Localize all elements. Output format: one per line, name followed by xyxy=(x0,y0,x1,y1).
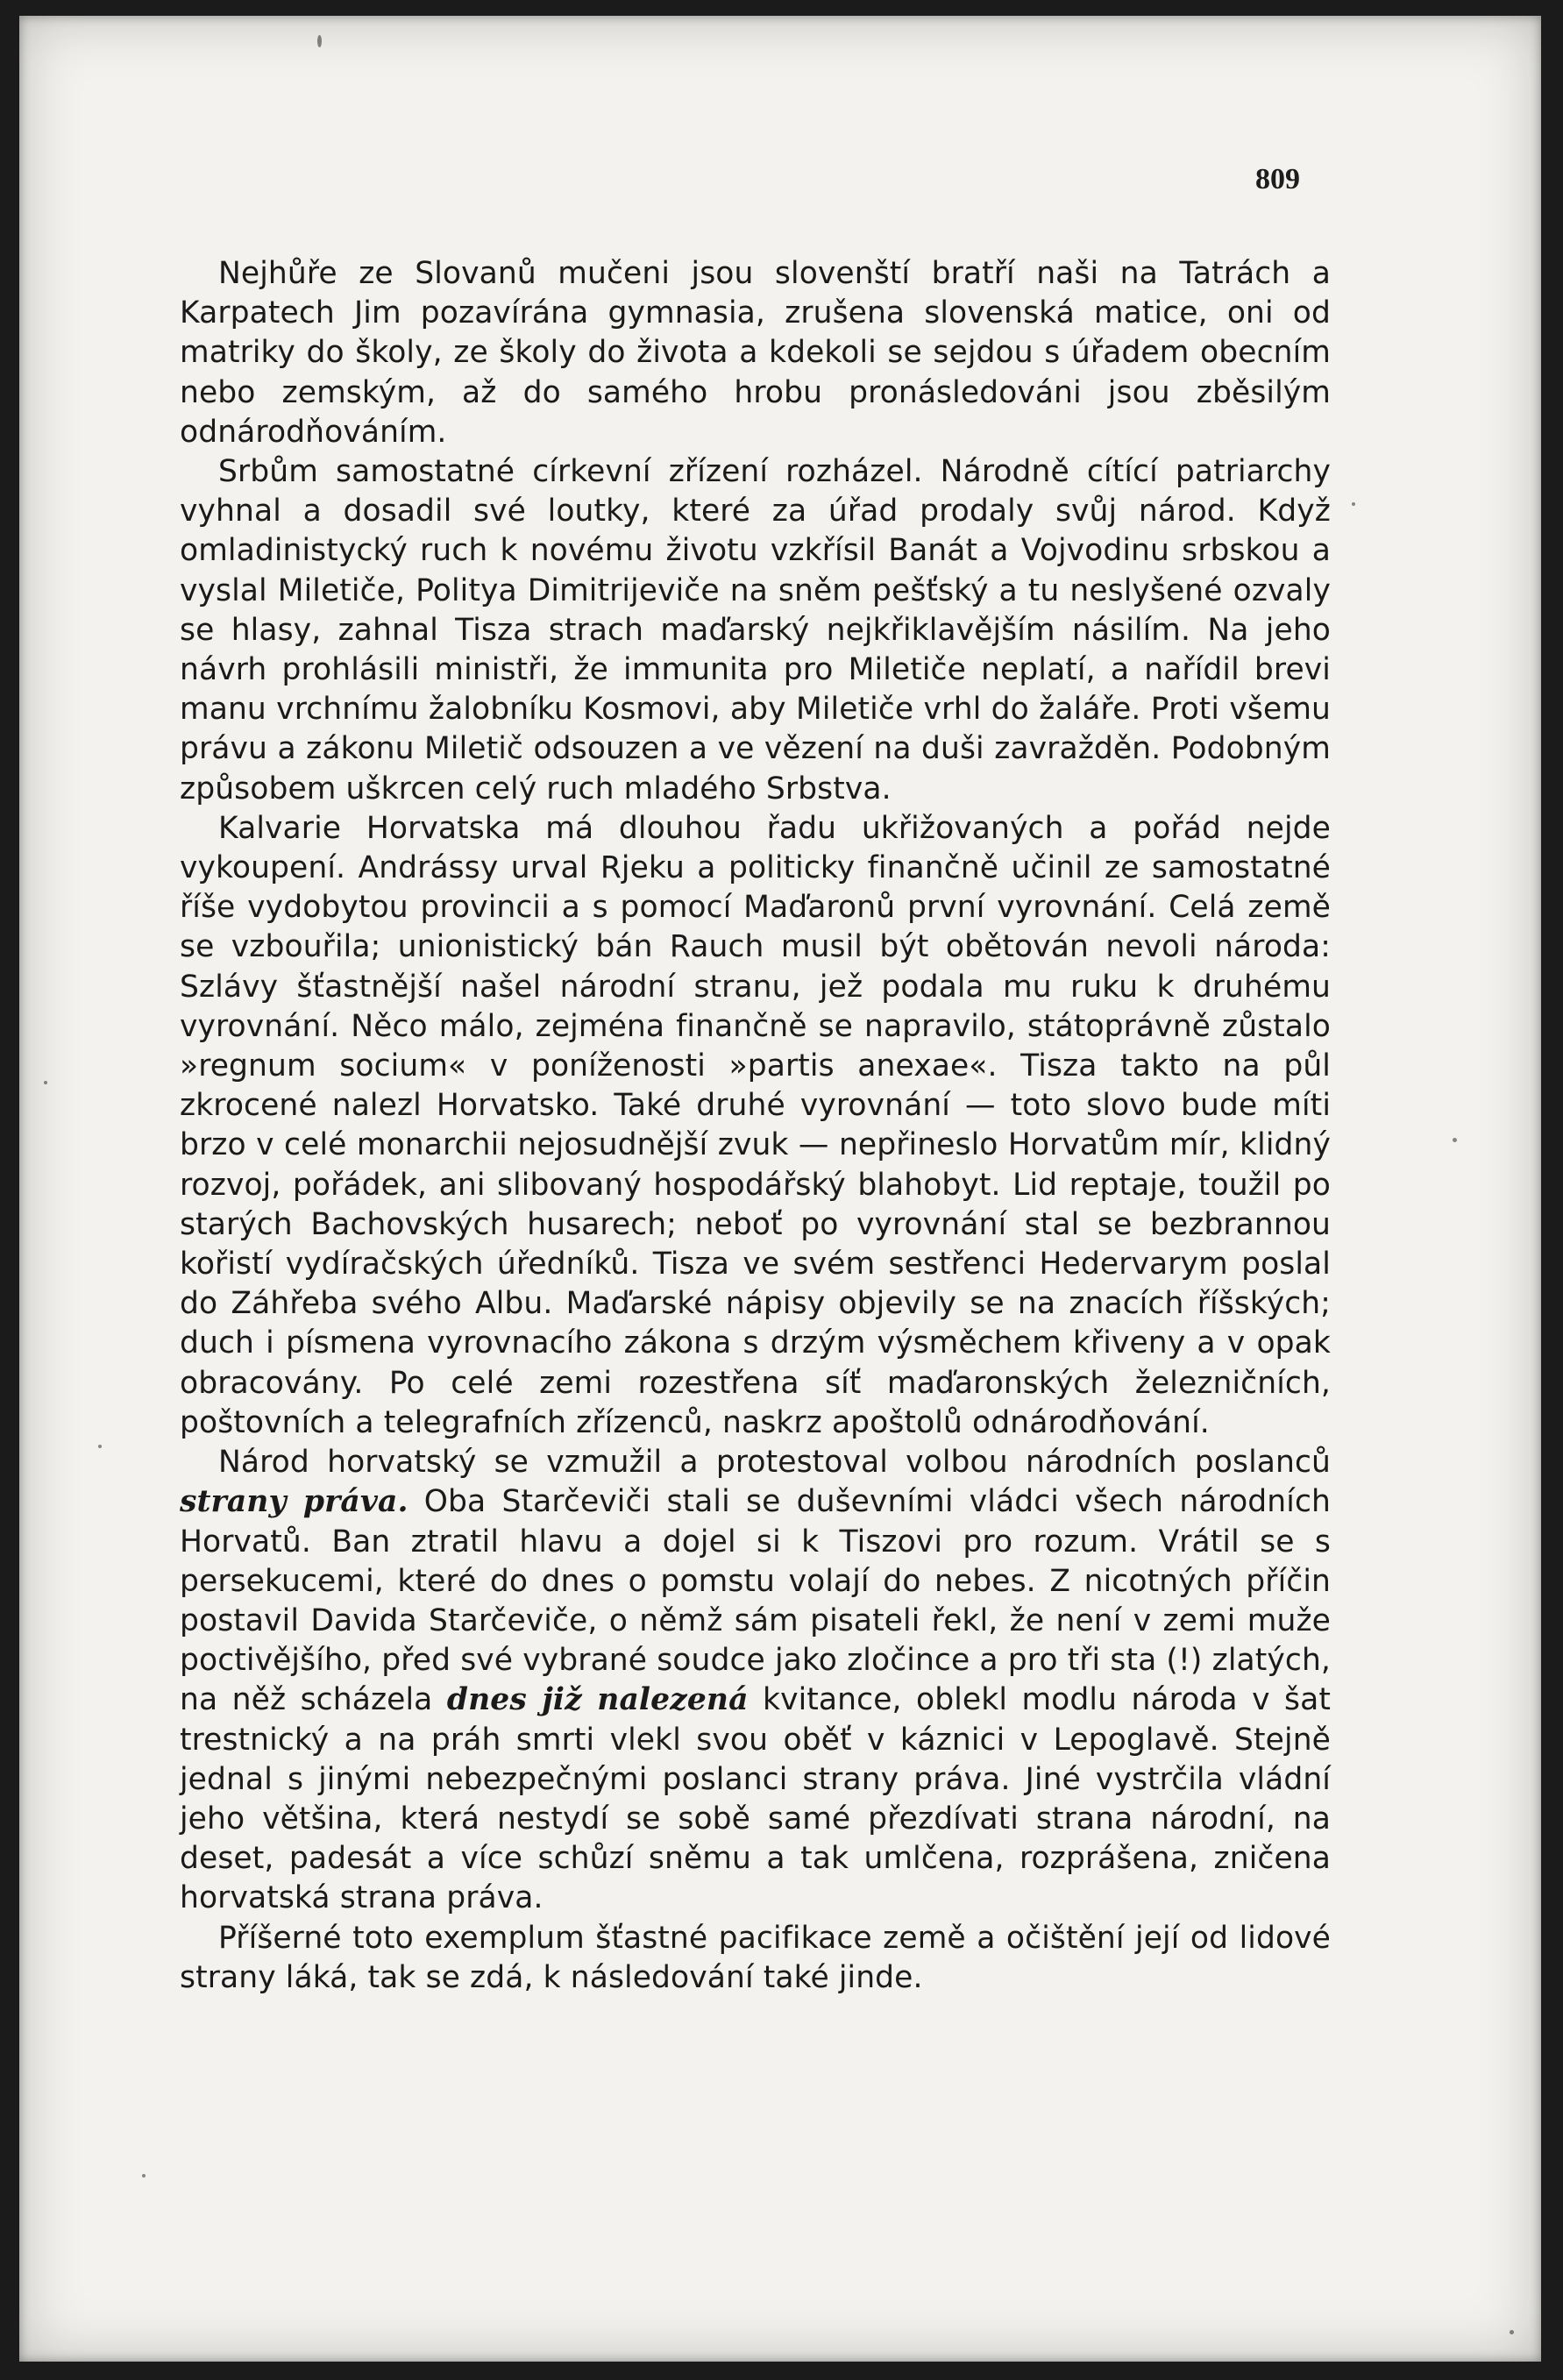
emphasis-party-name: strany práva. xyxy=(180,1484,409,1520)
page-number: 809 xyxy=(1255,163,1300,195)
paragraph-text: Národ horvatský se vzmužil a protestoval volbou národních poslanců xyxy=(218,1445,1331,1481)
print-speck xyxy=(1352,502,1355,506)
emphasis-found: dnes již nalezená xyxy=(446,1682,749,1718)
paragraph-slovaks xyxy=(180,254,1331,452)
print-speck xyxy=(1510,2330,1514,2334)
book-page xyxy=(19,16,1541,2362)
paragraph-text: Oba Starčeviči stali se duševními vládci všech národních Horvatů. Ban ztratil hlavu a dojel si k Tiszovi pro rozum. Vrátil se s persekucemi, které do dnes o pomstu volají do nebes. Z nicotných příčin postavil Davida Starčeviče, o němž sám pisateli řekl, že není v zemi muže poctivějšího, před své vybrané soudce jako zločince a pro tři sta (!) zlatých, na něž scházela xyxy=(180,1484,1331,1718)
paragraph-croatia xyxy=(180,809,1331,1443)
print-speck xyxy=(44,1081,47,1084)
paragraph-croatian-nation xyxy=(180,1443,1331,1918)
print-speck xyxy=(98,1445,102,1448)
paragraph-text: Kalvarie Horvatska má dlouhou řadu ukřižovaných a pořád nejde vykoupení. Andrássy urval Rjeku a politicky finančně učinil ze samostatné říše vydobytou provincii a s pomocí Maďaronů první vyrovnání. Celá země se vzbouřila; unionistický bán Rauch musil být obětován nevoli národa: Szlávy šťastnější našel národní stranu, jež podala mu ruku k druhému vyrovnání. Něco málo, zejména finančně se napravilo, státoprávně zůstalo »regnum socium« v poníženosti »partis anexae«. Tisza takto na půl zkrocené nalezl Horvatsko. Také druhé vyrovnání — toto slovo bude míti brzo v celé monarchii nejosudnější zvuk — nepřineslo Horvatům mír, klidný rozvoj, pořádek, ani slibovaný hospodářský blahobyt. Lid reptaje, toužil po starých Bachovských husarech; neboť po vyrovnání stal se bezbrannou kořistí vydíračských úředníků. Tisza ve svém sestřenci Hedervarym poslal do Záhřeba svého Albu. Maďarské nápisy objevily se na znacích říšských; duch i písmena vyrovnacího zákona s drzým výsměchem křiveny a v opak obracovány. Po celé zemi rozestřena síť maďaronských železničních, poštovních a telegrafních zřízenců, naskrz apoštolů odnárodňování. xyxy=(180,810,1331,1440)
print-speck xyxy=(142,2174,146,2178)
paragraph-text: Srbům samostatné církevní zřízení rozházel. Národně cítící patriarchy vyhnal a dosadil své loutky, které za úřad prodaly svůj národ. Když omladinistycký ruch k novému životu vzkřísil Banát a Vojvodinu srbskou a vyslal Miletiče, Politya Dimitrijeviče na sněm pešťský a tu neslyšené ozvaly se hlasy, zahnal Tisza strach maďarský nejkřiklavějším násilím. Na jeho návrh prohlásili ministři, že immunita pro Miletiče neplatí, a nařídil brevi manu vrchnímu žalobníku Kosmovi, aby Miletiče vrhl do žaláře. Proti všemu právu a zákonu Miletič odsouzen a ve vězení na duši zavražděn. Podobným způsobem uškrcen celý ruch mladého Srbstva. xyxy=(180,454,1331,806)
body-text xyxy=(180,254,1331,1998)
print-speck xyxy=(1453,1138,1457,1142)
print-speck xyxy=(317,35,322,47)
paragraph-serbs xyxy=(180,452,1331,809)
paragraph-text: kvitance, oblekl modlu národa v šat trestnický a na práh smrti vlekl svou oběť v káznici v Lepoglavě. Stejně jednal s jinými nebezpečnými poslanci strany práva. Jiné vystrčila vládní jeho většina, která nestydí se sobě samé přezdívati strana národní, na deset, padesát a více schůzí sněmu a tak umlčena, rozprášena, zničena horvatská strana práva. xyxy=(180,1682,1332,1916)
paragraph-text: Příšerné toto exemplum šťastné pacifikace země a očištění její od lidové strany láká, tak se zdá, k následování také jinde. xyxy=(180,1920,1331,1995)
paragraph-text: Nejhůře ze Slovanů mučeni jsou slovenští bratří naši na Tatrách a Karpatech Jim pozavírána gymnasia, zrušena slovenská matice, oni od matriky do školy, ze školy do života a kdekoli se sejdou s úřadem obecním nebo zemským, až do samého hrobu pronásledováni jsou zběsilým odnárodňováním. xyxy=(180,256,1331,450)
paragraph-conclusion xyxy=(180,1919,1331,1998)
